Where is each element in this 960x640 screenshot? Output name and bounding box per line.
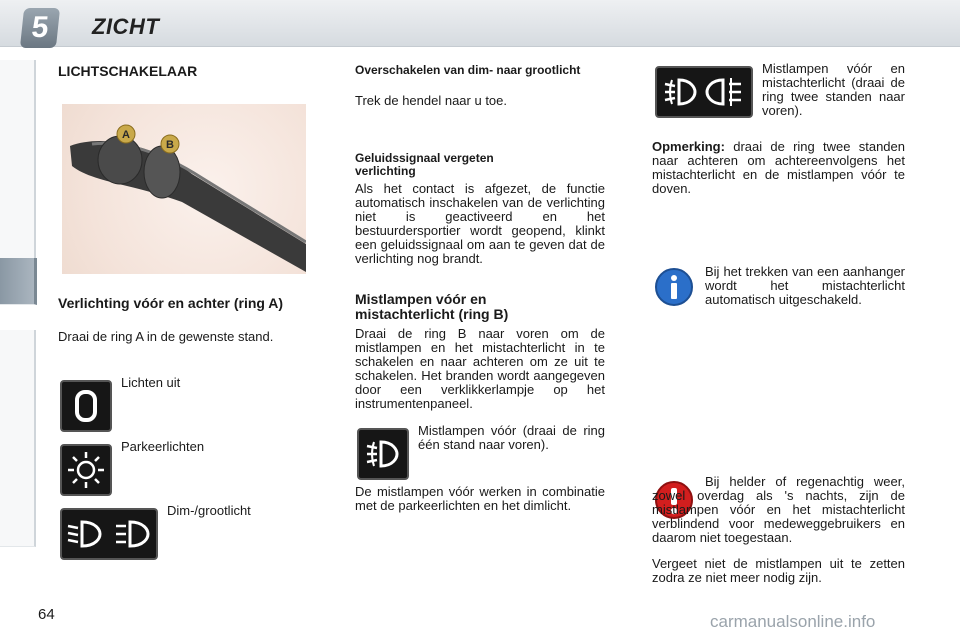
chapter-tab[interactable] <box>0 114 36 169</box>
page-number: 64 <box>38 606 55 623</box>
dipped-main-beam-label: Dim-/grootlicht <box>167 503 251 518</box>
front-fog-text: Mistlampen vóór (draai de ring één stand naar voren). <box>418 423 605 452</box>
front-rear-fog-text: Mistlampen vóór en mistachterlicht (draai de ring twee standen naar voren). <box>762 61 905 118</box>
trailer-info-text: Bij het trekken van een aanhanger wordt het mistachterlicht automatisch uitgeschakeld. <box>705 264 905 307</box>
section-title: LICHTSCHAKELAAR <box>58 63 198 79</box>
chapter-number-badge: 5 <box>20 8 60 48</box>
chapter-title: ZICHT <box>92 14 160 39</box>
fog-lamps-title: Mistlampen vóór en mistachterlicht (ring B) <box>355 291 509 322</box>
chapter-tab[interactable] <box>0 384 36 439</box>
sound-warning-title: Geluidssignaal vergeten verlichting <box>355 151 494 178</box>
chapter-tab[interactable] <box>0 60 36 115</box>
chapter-tab[interactable] <box>0 330 36 385</box>
remark-text: draai de ring twee standen naar achteren om achtereenvolgens het mistachterlicht en de mistlampen vóór te doven. <box>652 139 905 196</box>
ring-a-marker: A <box>122 129 130 141</box>
front-and-rear-fog-icon <box>655 66 753 118</box>
stalk-illustration <box>62 104 306 274</box>
chapter-tabs <box>0 60 34 580</box>
ring-a-title: Verlichting vóór en achter (ring A) <box>58 295 284 311</box>
parking-lights-label: Parkeerlichten <box>121 439 205 454</box>
fog-combo-text: De mistlampen vóór werken in combinatie met de parkeerlichten en het dimlicht. <box>355 484 605 513</box>
ring-b-marker: B <box>166 139 174 151</box>
fog-lamps-text: Draai de ring B naar voren om de mistlampen en het mistachterlicht in te schakelen en naar achteren om ze uit te schakelen. Het branden wordt aangegeven door een verklikkerlampje op het instrumentenpaneel. <box>355 326 605 411</box>
ring-a-text: Draai de ring A in de gewenste stand. <box>58 329 274 344</box>
chapter-tab[interactable] <box>0 492 36 547</box>
watermark: carmanualsonline.info <box>710 612 876 631</box>
fog-off-reminder-text: Vergeet niet de mistlampen uit te zetten zodra ze niet meer nodig zijn. <box>652 556 905 585</box>
lights-off-label: Lichten uit <box>121 375 181 390</box>
lights-off-icon <box>60 380 112 432</box>
light-switch-photo <box>62 104 306 274</box>
sound-warning-text: Als het contact is afgezet, de functie automatisch inschakelen van de verlichting niet is geactiveerd en het bestuurdersportier wordt geopend, klinkt een geluidssignaal om aan te geven dat de verlichting nog brandt. <box>355 181 605 266</box>
parking-lights-icon <box>60 444 112 496</box>
remark-label: Opmerking: <box>652 139 725 154</box>
chapter-tab[interactable] <box>0 168 36 223</box>
remark-paragraph <box>652 140 905 196</box>
switch-beam-text: Trek de hendel naar u toe. <box>355 93 508 108</box>
chapter-tab-active[interactable] <box>0 258 37 305</box>
info-icon <box>654 267 694 312</box>
chapter-tab[interactable] <box>0 438 36 493</box>
weather-warning-text: Bij helder of regenachtig weer, zowel overdag als 's nachts, zijn de mistlampen vóór en het mistachterlicht verblindend voor medeweggebruikers en daarom niet toegestaan. <box>652 474 905 545</box>
front-fog-lamp-icon <box>357 428 409 480</box>
switch-beam-title: Overschakelen van dim- naar grootlicht <box>355 63 581 77</box>
dipped-main-beam-icon <box>60 508 158 560</box>
